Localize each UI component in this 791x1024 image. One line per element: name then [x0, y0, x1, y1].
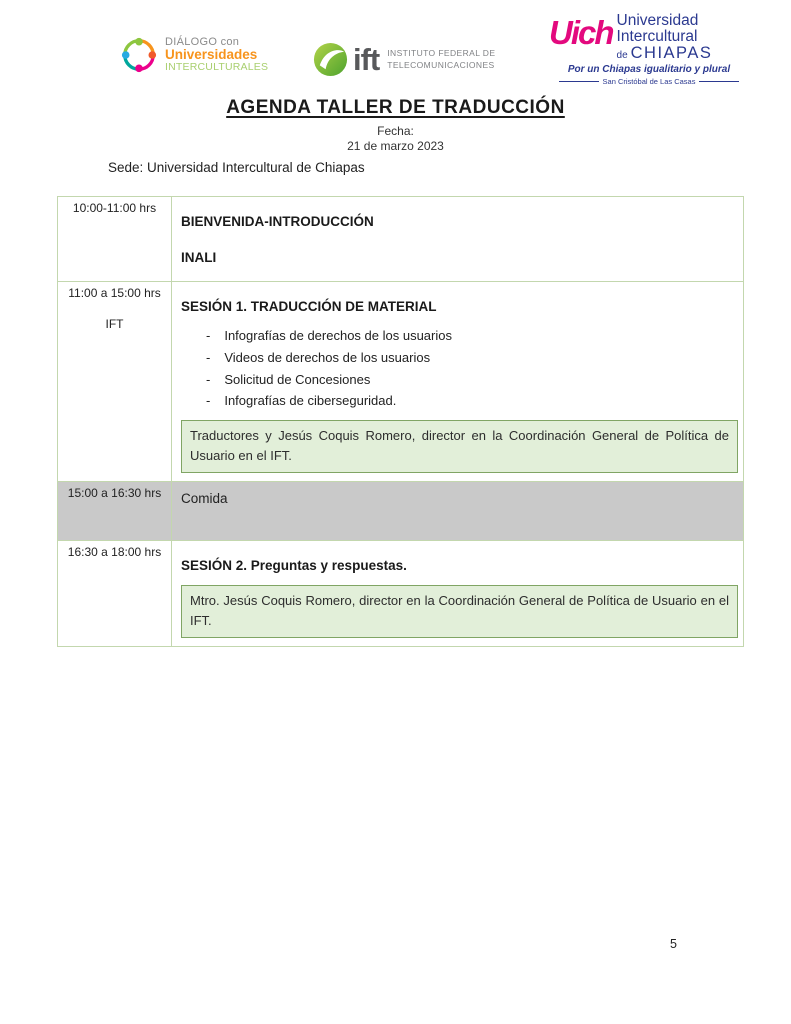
unich-slogan: Por un Chiapas igualitario y plural — [567, 64, 731, 76]
time-cell: 10:00-11:00 hrs — [58, 197, 172, 282]
topic-list — [206, 325, 738, 412]
page-title-text: AGENDA TALLER DE TRADUCCIÓN — [226, 97, 565, 118]
dialogo-logo-text — [165, 37, 268, 74]
venue-line: Sede: Universidad Intercultural de Chiapas — [108, 160, 365, 175]
session-title: BIENVENIDA-INTRODUCCIÓN — [181, 214, 374, 229]
session-subtitle: INALI — [181, 250, 217, 265]
unich-chiapas: CHIAPAS — [630, 43, 713, 62]
list-item-text: Infografías de derechos de los usuarios — [224, 328, 452, 343]
list-item — [206, 369, 738, 391]
session-title: SESIÓN 2. Preguntas y respuestas. — [181, 558, 407, 574]
page-title — [0, 97, 791, 119]
divider-line — [559, 81, 599, 82]
content-cell — [172, 541, 744, 647]
content-cell — [172, 197, 744, 282]
bullet-dash: - — [206, 371, 211, 387]
table-row — [58, 541, 744, 647]
dialogo-line2: Universidades — [165, 47, 258, 63]
time-cell — [58, 282, 172, 482]
session-title: SESIÓN 1. TRADUCCIÓN DE MATERIAL — [181, 299, 437, 314]
table-row — [58, 282, 744, 482]
unich-city-text: San Cristóbal de Las Casas — [602, 77, 696, 87]
table-row-meal — [58, 482, 744, 541]
unich-name-line2: Intercultural — [616, 27, 698, 45]
time-cell: 16:30 a 18:00 hrs — [58, 541, 172, 647]
content-cell — [172, 482, 744, 541]
dialogo-line3: INTERCULTURALES — [165, 61, 269, 74]
list-item-text: Solicitud de Concesiones — [224, 371, 371, 387]
ift-name-line1: INSTITUTO FEDERAL DE — [387, 48, 496, 59]
agenda-table — [57, 196, 744, 647]
date-value: 21 de marzo 2023 — [347, 139, 444, 153]
presenter-note: Traductores y Jesús Coquis Romero, director en la Coordinación General de Política de Usuario en el IFT. — [181, 420, 738, 473]
table-row — [58, 197, 744, 282]
meal-label: Comida — [181, 491, 228, 507]
unich-name — [617, 13, 713, 61]
time-range: 11:00 a 15:00 hrs — [68, 286, 161, 300]
ift-logo — [312, 41, 495, 78]
ift-abbreviation: ift — [353, 42, 380, 77]
date-label: Fecha: — [377, 124, 414, 138]
unich-name-line3 — [617, 45, 713, 62]
page-number: 5 — [670, 937, 677, 951]
ift-full-name — [387, 48, 495, 70]
unich-city-line — [549, 77, 749, 86]
dialogo-universidades-logo — [120, 36, 268, 74]
bullet-dash: - — [206, 393, 211, 409]
dialogo-circle-icon — [120, 36, 158, 74]
unich-name-line1: Universidad — [616, 12, 699, 29]
list-item-text: Infografías de ciberseguridad. — [224, 393, 397, 409]
presenter-note: Mtro. Jesús Coquis Romero, director en la Coordinación General de Política de Usuario en el IFT. — [181, 585, 738, 638]
unich-logo-top — [549, 13, 749, 61]
dialogo-line1: DIÁLOGO con — [165, 35, 240, 48]
unich-logo — [549, 13, 749, 86]
ift-name-line2: TELECOMUNICACIONES — [387, 59, 495, 70]
unich-mark-icon: Uich — [549, 14, 613, 51]
time-cell: 15:00 a 16:30 hrs — [58, 482, 172, 541]
unich-de: de — [616, 49, 628, 61]
ift-leaf-icon — [312, 41, 349, 78]
list-item — [206, 347, 738, 369]
bullet-dash: - — [206, 328, 211, 343]
content-cell — [172, 282, 744, 482]
list-item — [206, 390, 738, 412]
bullet-dash: - — [206, 349, 211, 365]
list-item — [206, 325, 738, 347]
divider-line — [699, 81, 739, 82]
presenter-label: IFT — [105, 316, 124, 331]
list-item-text: Videos de derechos de los usuarios — [224, 349, 431, 365]
